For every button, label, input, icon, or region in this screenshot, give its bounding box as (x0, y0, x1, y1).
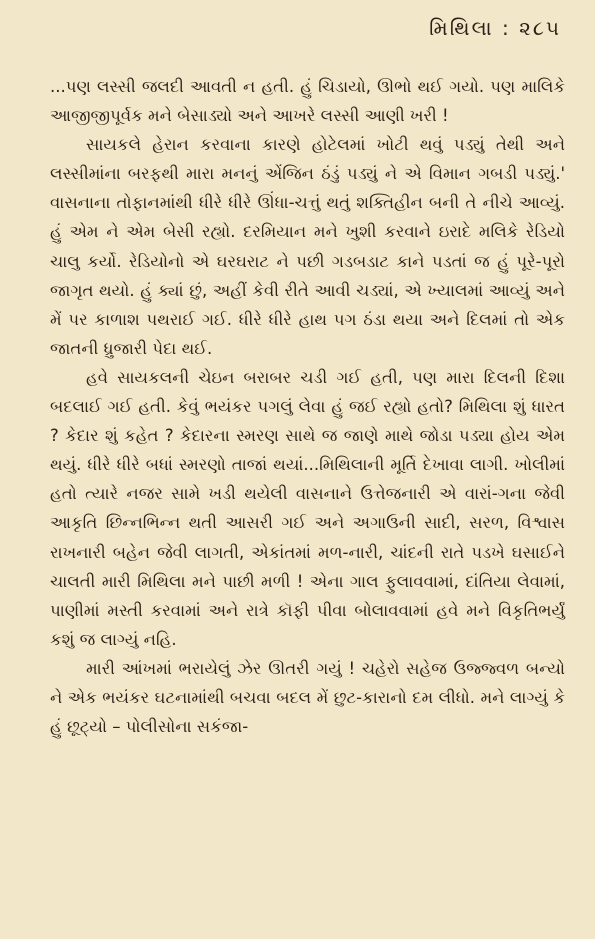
paragraph: હવે સાયકલની ચેઇન બરાબર ચડી ગઈ હતી, પણ મારા દિલની દિશા બદલાઈ ગઈ હતી. કેવું ભયંકર પગલું લેવા હું જઈ રહ્યો હતો? મિથિલા શું ધારત ? કેદાર શું કહેત ? કેદારના સ્મરણ સાથે જ જાણે માથે જોડા પડ્યા હોય એમ થયું. ધીરે ધીરે બધાં સ્મરણો તાજાં થયાં...મિથિલાની મૂર્તિ દેખાવા લાગી. ખોલીમાં હતો ત્યારે નજર સામે ખડી થયેલી વાસનાને ઉત્તેજનારી એ વારાં-ગના જેવી આકૃતિ છિન્નભિન્ન થતી આસરી ગઈ અને અગાઉની સાદી, સરળ, વિશ્વાસ રાખનારી બહેન જેવી લાગતી, એકાંતમાં મળ-નારી, ચાંદની રાતે પડખે ઘસાઈને ચાલતી મારી મિથિલા મને પાછી મળી ! એના ગાલ ફુલાવવામાં, દાંતિયા લેવામાં, પાણીમાં મસ્તી કરવામાં અને રાત્રે કૉફી પીવા બોલાવવામાં હવે મને વિકૃતિભર્યું કશું જ લાગ્યું નહિ. (50, 367, 565, 649)
paragraph: સાયકલે હેરાન કરવાના કારણે હોટેલમાં ખોટી થવું પડ્યું તેથી અને લસ્સીમાંના બરફથી મારા મનનું એંજિન ઠંડું પડ્યું ને એ વિમાન ગબડી પડ્યું.' વાસનાના તોફાનમાંથી ધીરે ધીરે ઊંધા-ચત્તું થતું શક્તિહીન બની તે નીચે આવ્યું. હું એમ ને એમ બેસી રહ્યો. દરમિયાન મને ખુશી કરવાને ઇરાદે મલિકે રેડિયો ચાલુ કર્યો. રેડિયોનો એ ઘરઘરાટ ને પછી ગડબડાટ કાને પડતાં જ હું પૂરે-પૂરો જાગૃત થયો. હું ક્યાં છું, અહીં કેવી રીતે આવી ચડ્યાં, એ ખ્યાલમાં આવ્યું અને મેં પર કાળાશ પથરાઈ ગઈ. ધીરે ધીરે હાથ પગ ઠંડા થયા અને દિલમાં તો એક જાતની ધ્રુજારી પેદા થઈ. (50, 135, 565, 358)
paragraph: ...પણ લસ્સી જલદી આવતી ન હતી. હું ચિડાયો, ઊભો થઈ ગયો. પણ માલિકે આજીજીપૂર્વક મને બેસાડ્યો અને આખરે લસ્સી આણી ખરી ! (50, 77, 565, 126)
body-text (50, 72, 565, 741)
paragraph: મારી આંખમાં ભરાયેલું ઝેર ઊતરી ગયું ! ચહેરો સહેજ ઉજ્જ્વળ બન્યો ને એક ભયંકર ઘટનામાંથી બચવા બદલ મેં છુટ-કારાનો દમ લીધો. મને લાગ્યું કે હું છૂટ્યો – પોલીસોના સકંજા- (50, 658, 565, 737)
running-head: મિથિલા : ૨૮૫ (429, 16, 561, 40)
